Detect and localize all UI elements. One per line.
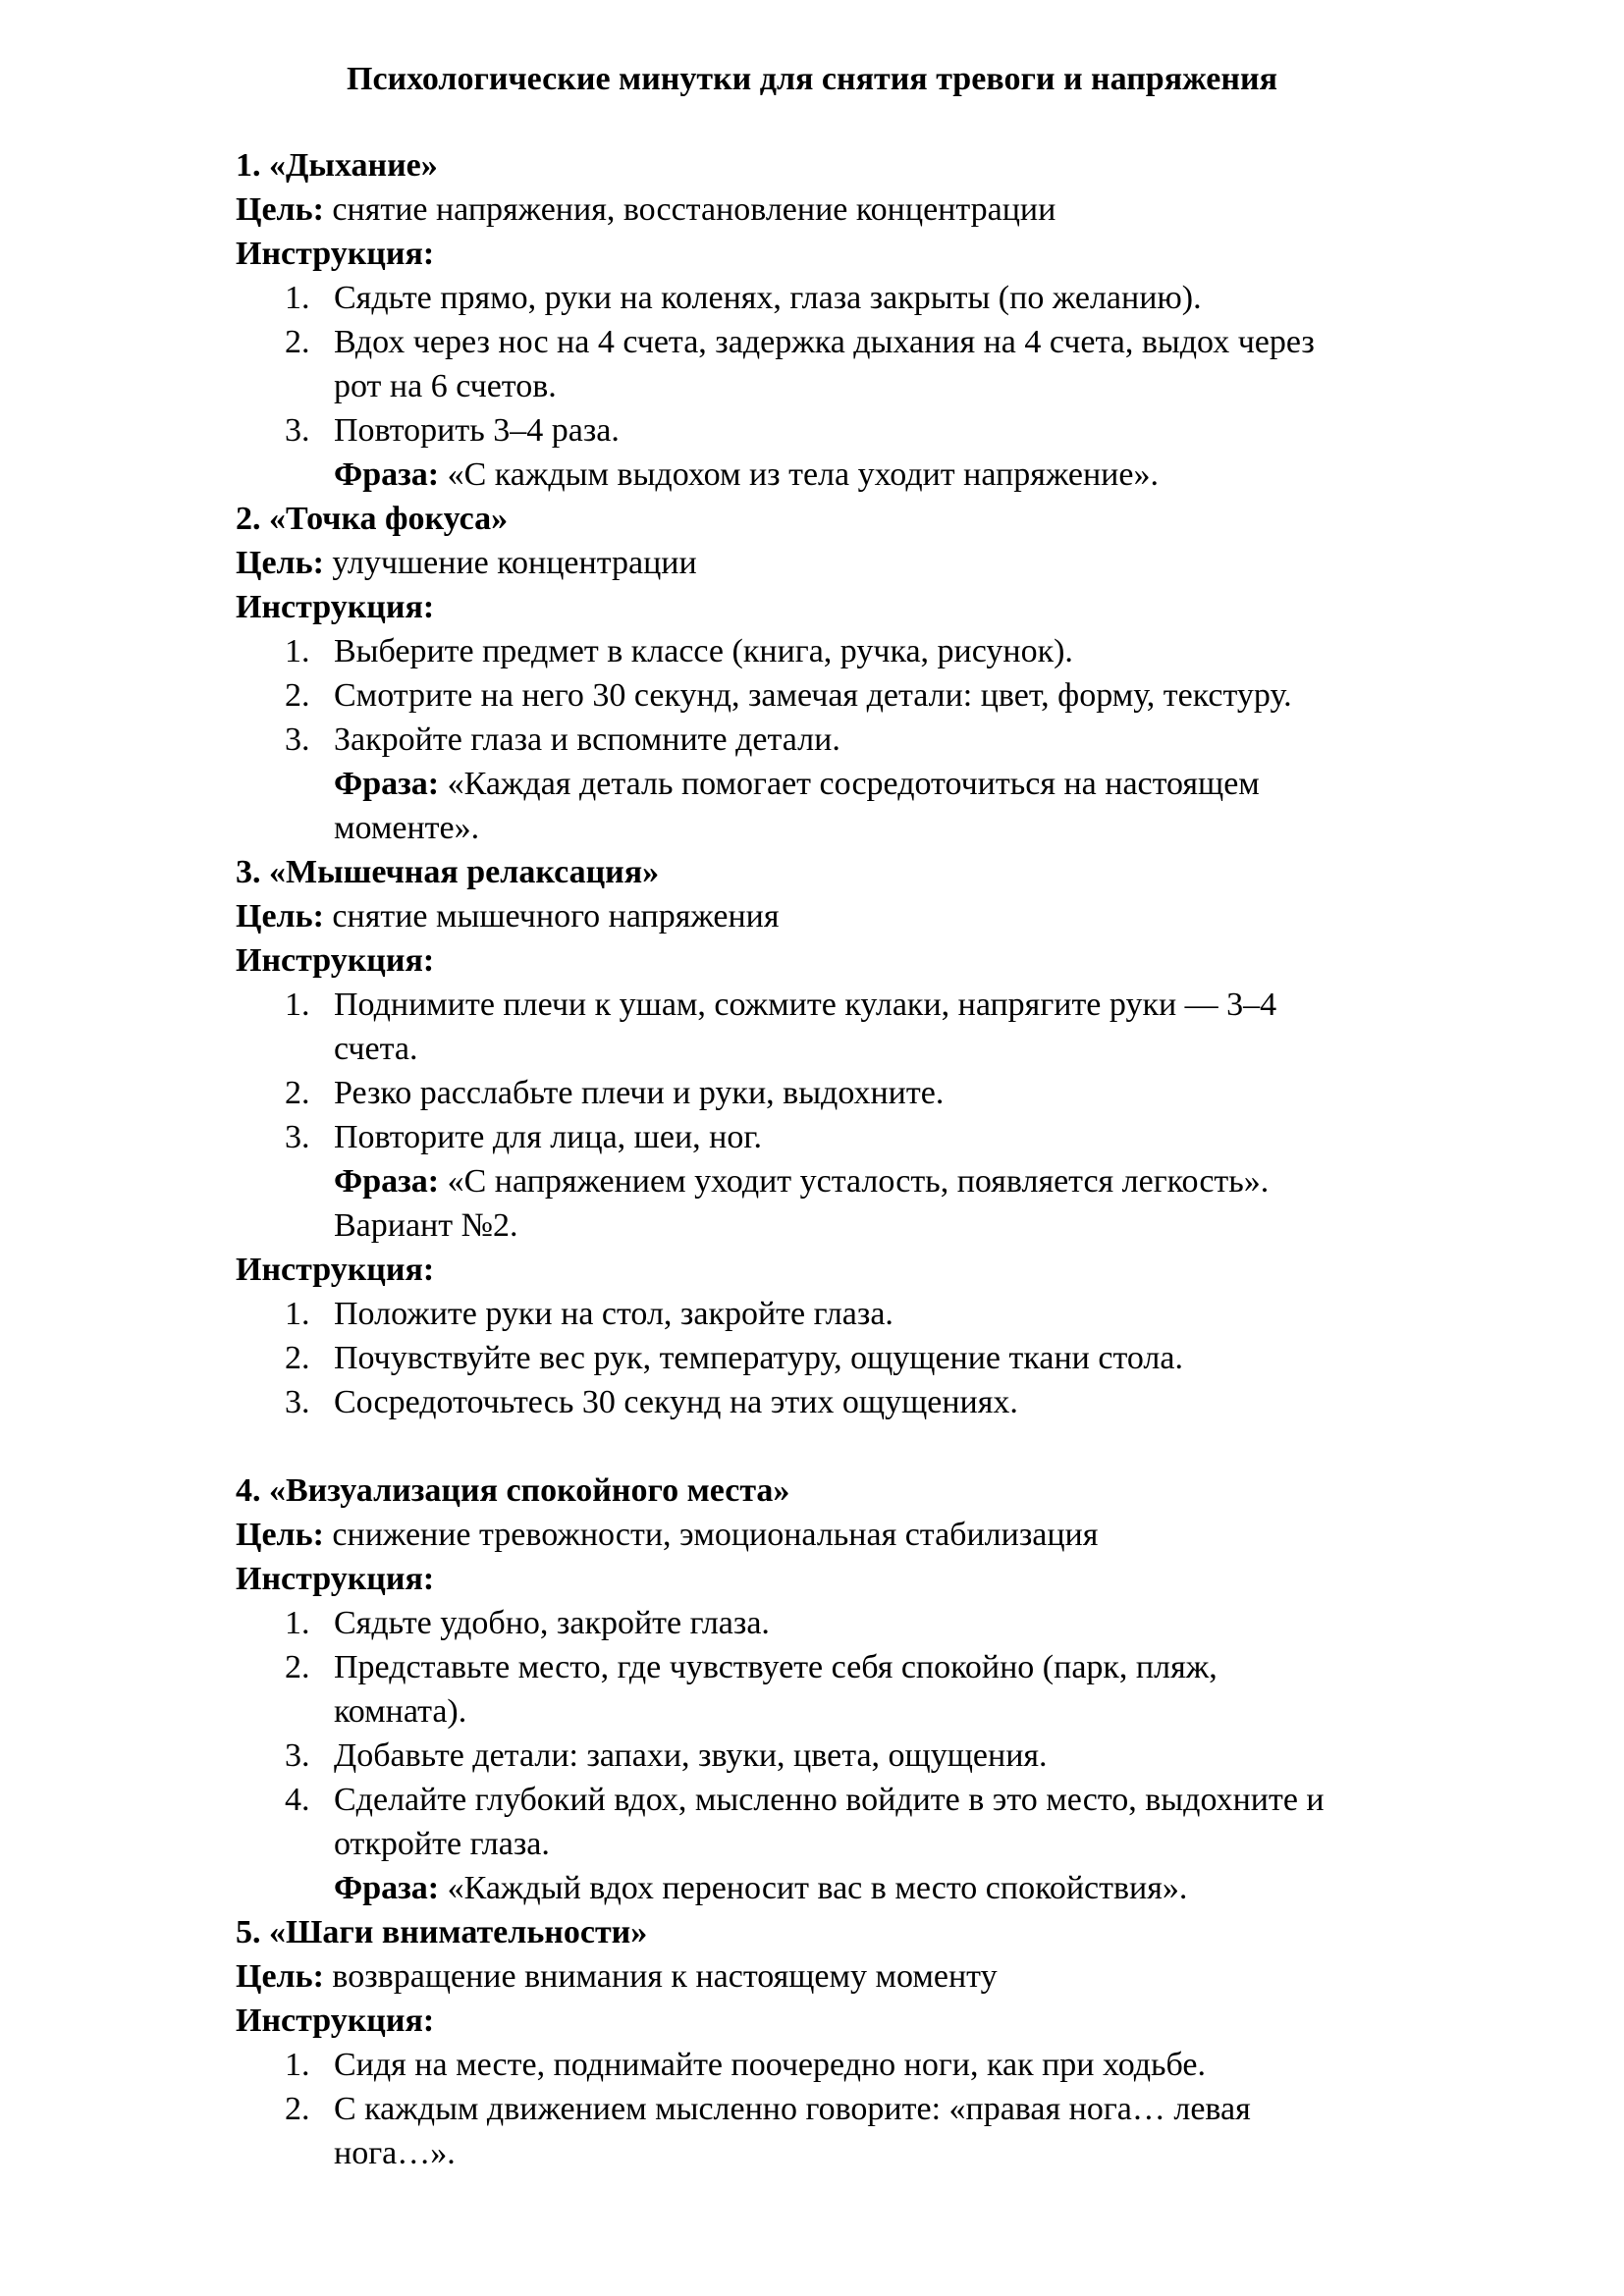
- step-text: Повторите для лица, шеи, ног.: [334, 1119, 762, 1155]
- goal-text: снятие напряжения, восстановление концентрации: [332, 191, 1056, 228]
- step-text: Сядьте прямо, руки на коленях, глаза закрыты (по желанию).: [334, 280, 1202, 316]
- step-text: Повторить 3–4 раза.: [334, 412, 620, 449]
- step-text: Поднимите плечи к ушам, сожмите кулаки, напрягите руки — 3–4: [334, 987, 1277, 1023]
- goal-line: [236, 894, 780, 938]
- goal-line: [236, 541, 697, 585]
- step-number: 3.: [285, 412, 310, 449]
- section-heading: 4. «Визуализация спокойного места»: [236, 1472, 790, 1509]
- goal-label: Цель:: [236, 898, 324, 934]
- section-heading: 5. «Шаги внимательности»: [236, 1914, 648, 1950]
- step-text: Сосредоточьтесь 30 секунд на этих ощущениях.: [334, 1384, 1018, 1420]
- goal-label: Цель:: [236, 1958, 324, 1995]
- step-text: Положите руки на стол, закройте глаза.: [334, 1296, 893, 1332]
- step-text-continued: нога…».: [334, 2135, 456, 2171]
- step-text-continued: откройте глаза.: [334, 1826, 550, 1862]
- step-text: Закройте глаза и вспомните детали.: [334, 721, 840, 758]
- variant-label: Вариант №2.: [334, 1207, 518, 1244]
- goal-label: Цель:: [236, 191, 324, 228]
- step-number: 3.: [285, 1737, 310, 1774]
- step-text: Добавьте детали: запахи, звуки, цвета, ощущения.: [334, 1737, 1048, 1774]
- instruction-label: Инструкция:: [236, 1252, 435, 1288]
- phrase-text: «С напряжением уходит усталость, появляется легкость».: [447, 1163, 1270, 1200]
- step-number: 3.: [285, 1384, 310, 1420]
- phrase-line: [334, 453, 1159, 497]
- goal-text: возвращение внимания к настоящему моменту: [332, 1958, 998, 1995]
- step-text: С каждым движением мысленно говорите: «правая нога… левая: [334, 2091, 1251, 2127]
- section-heading: 1. «Дыхание»: [236, 147, 438, 184]
- instruction-label: Инструкция:: [236, 2002, 435, 2039]
- step-number: 1.: [285, 987, 310, 1023]
- instruction-label: Инструкция:: [236, 1561, 435, 1597]
- goal-label: Цель:: [236, 545, 324, 581]
- step-number: 1.: [285, 633, 310, 669]
- phrase-label: Фраза:: [334, 766, 440, 802]
- step-number: 1.: [285, 1296, 310, 1332]
- phrase-text: «Каждый вдох переносит вас в место спокойствия».: [447, 1870, 1188, 1906]
- step-number: 4.: [285, 1782, 310, 1818]
- goal-label: Цель:: [236, 1517, 324, 1553]
- step-text: Представьте место, где чувствуете себя спокойно (парк, пляж,: [334, 1649, 1218, 1685]
- page-title: Психологические минутки для снятия тревоги и напряжения: [347, 61, 1277, 97]
- step-text: Вдох через нос на 4 счета, задержка дыхания на 4 счета, выдох через: [334, 324, 1315, 360]
- phrase-text: «С каждым выдохом из тела уходит напряжение».: [447, 456, 1159, 493]
- step-text: Сидя на месте, поднимайте поочередно ноги, как при ходьбе.: [334, 2047, 1206, 2083]
- step-number: 1.: [285, 2047, 310, 2083]
- step-number: 3.: [285, 1119, 310, 1155]
- instruction-label: Инструкция:: [236, 589, 435, 625]
- goal-line: [236, 187, 1056, 232]
- phrase-line: [334, 762, 1260, 806]
- step-number: 2.: [285, 677, 310, 714]
- phrase-text: «Каждая деталь помогает сосредоточиться на настоящем: [447, 766, 1260, 802]
- step-text: Выберите предмет в классе (книга, ручка, рисунок).: [334, 633, 1073, 669]
- step-text: Резко расслабьте плечи и руки, выдохните.: [334, 1075, 945, 1111]
- phrase-label: Фраза:: [334, 456, 440, 493]
- goal-text: улучшение концентрации: [332, 545, 697, 581]
- step-text: Почувствуйте вес рук, температуру, ощущение ткани стола.: [334, 1340, 1183, 1376]
- step-number: 3.: [285, 721, 310, 758]
- phrase-label: Фраза:: [334, 1870, 440, 1906]
- step-text: Сядьте удобно, закройте глаза.: [334, 1605, 770, 1641]
- phrase-text-continued: моменте».: [334, 810, 480, 846]
- step-number: 2.: [285, 324, 310, 360]
- step-number: 1.: [285, 1605, 310, 1641]
- step-number: 2.: [285, 1649, 310, 1685]
- step-number: 2.: [285, 2091, 310, 2127]
- goal-text: снижение тревожности, эмоциональная стабилизация: [332, 1517, 1099, 1553]
- step-number: 2.: [285, 1340, 310, 1376]
- goal-line: [236, 1513, 1098, 1557]
- step-text-continued: комната).: [334, 1693, 467, 1730]
- instruction-label: Инструкция:: [236, 236, 435, 272]
- section-heading: 3. «Мышечная релаксация»: [236, 854, 660, 890]
- step-text-continued: счета.: [334, 1031, 418, 1067]
- instruction-label: Инструкция:: [236, 942, 435, 979]
- step-text: Смотрите на него 30 секунд, замечая детали: цвет, форму, текстуру.: [334, 677, 1292, 714]
- step-number: 1.: [285, 280, 310, 316]
- phrase-label: Фраза:: [334, 1163, 440, 1200]
- goal-line: [236, 1954, 998, 1999]
- step-text-continued: рот на 6 счетов.: [334, 368, 557, 404]
- section-heading: 2. «Точка фокуса»: [236, 501, 509, 537]
- phrase-line: [334, 1866, 1187, 1910]
- goal-text: снятие мышечного напряжения: [332, 898, 780, 934]
- step-number: 2.: [285, 1075, 310, 1111]
- step-text: Сделайте глубокий вдох, мысленно войдите в это место, выдохните и: [334, 1782, 1325, 1818]
- phrase-line: [334, 1159, 1269, 1203]
